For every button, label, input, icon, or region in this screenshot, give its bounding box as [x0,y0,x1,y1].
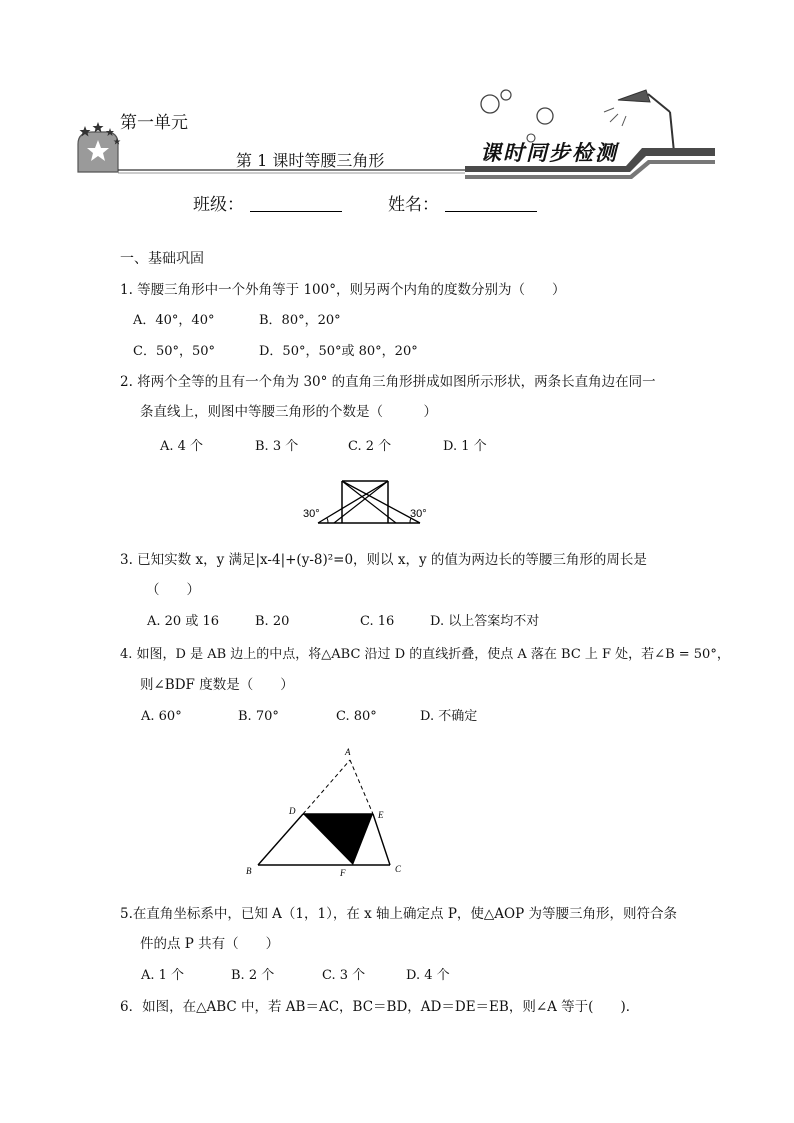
q1-option-c[interactable]: C．50°，50° [133,344,216,359]
q2-option-d[interactable]: D. 1 个 [443,439,487,454]
q5-option-a[interactable]: A. 1 个 [141,968,185,983]
q4-option-c[interactable]: C. 80° [336,709,377,724]
lesson-title: 第 1 课时等腰三角形 [236,151,385,170]
q4-option-b[interactable]: B. 70° [238,709,279,724]
q4-label-c: C [395,864,402,874]
question-4-line-2: 则∠BDF 度数是（ ） [140,677,294,693]
q4-side-ec [373,814,390,865]
question-2-line-2: 条直线上，则图中等腰三角形的个数是（ ） [140,404,437,420]
q3-option-b[interactable]: B. 20 [255,614,290,629]
class-blank[interactable] [250,195,342,212]
unit-title: 第一单元 [120,113,188,133]
q2-figure [298,475,438,530]
question-3-line-1: 3. 已知实数 x，y 满足|x-4|+(y-8)²=0，则以 x，y 的值为两边长的等腰三角形的周长是 [120,552,647,568]
q4-label-e: E [378,810,384,820]
q4-option-d[interactable]: D. 不确定 [420,709,478,724]
q2-option-b[interactable]: B. 3 个 [255,439,299,454]
question-1-text: 1. 等腰三角形中一个外角等于 100°，则另两个内角的度数分别为（ ） [120,282,566,298]
q4-label-d: D [289,806,296,816]
q1-option-a[interactable]: A．40°，40° [133,313,215,328]
question-5-line-1: 5.在直角坐标系中，已知 A（1，1），在 x 轴上确定点 P，使△AOP 为等腰三角形，则符合条 [120,906,677,922]
q4-folded-triangle [303,814,373,865]
question-3-line-2: （ ） [146,582,200,598]
class-label: 班级： [193,195,244,215]
q3-option-d[interactable]: D. 以上答案均不对 [430,614,540,629]
question-2-line-1: 2. 将两个全等的且有一个角为 30° 的直角三角形拼成如图所示形状，两条长直角边在同一 [120,374,656,390]
question-5-line-2: 件的点 P 共有（ ） [140,936,280,952]
q4-label-a: A [345,747,351,757]
question-6-text: 6．如图，在△ABC 中，若 AB＝AC，BC＝BD，AD＝DE＝EB，则∠A 等于( )． [120,999,640,1015]
q4-figure [240,742,415,882]
section-title: 一、基础巩固 [120,251,204,267]
question-4-line-1: 4. 如图，D 是 AB 边上的中点，将△ABC 沿过 D 的直线折叠，使点 A 落在 BC 上 F 处，若∠B = 50°， [120,647,730,662]
q4-label-b: B [246,866,252,876]
star-badge-icon [78,122,121,172]
q5-option-c[interactable]: C. 3 个 [322,968,366,983]
q3-option-c[interactable]: C. 16 [360,614,395,629]
bubble-icon [481,95,499,113]
q4-label-f: F [340,868,346,878]
q4-dashed-ad [303,760,350,814]
class-field[interactable] [193,190,342,215]
name-blank[interactable] [445,195,537,212]
q2-label-30-right: 30° [410,508,427,520]
q5-option-b[interactable]: B. 2 个 [231,968,275,983]
banner-title: 课时同步检测 [480,140,618,165]
q2-option-c[interactable]: C. 2 个 [348,439,392,454]
q1-option-d[interactable]: D．50°，50°或 80°，20° [259,344,418,359]
q4-option-a[interactable]: A. 60° [141,709,182,724]
q2-label-30-left: 30° [303,508,320,520]
q2-option-a[interactable]: A. 4 个 [160,439,204,454]
q3-option-a[interactable]: A. 20 或 16 [147,614,220,629]
name-label: 姓名： [388,195,439,215]
q1-option-b[interactable]: B．80°，20° [259,313,341,328]
q5-option-d[interactable]: D. 4 个 [406,968,450,983]
name-field[interactable] [388,190,537,215]
q4-side-bd [258,814,303,865]
q4-dashed-ae [350,760,373,814]
